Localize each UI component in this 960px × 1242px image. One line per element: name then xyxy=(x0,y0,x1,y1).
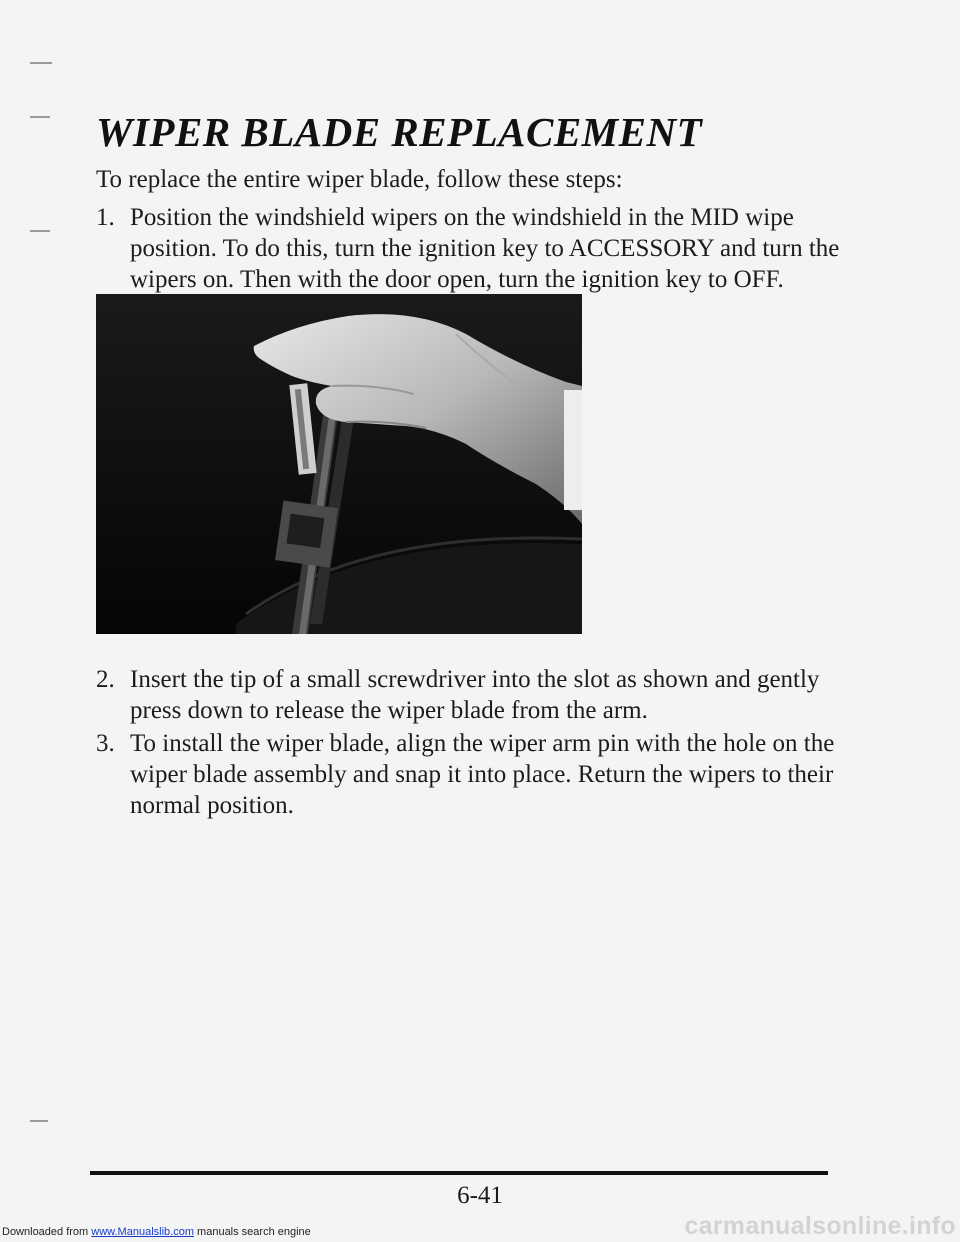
step-number: 1. xyxy=(96,204,115,231)
download-note-prefix: Downloaded from xyxy=(2,1226,89,1238)
intro-text: To replace the entire wiper blade, follow these steps: xyxy=(96,166,623,193)
manualslib-link[interactable]: www.Manualslib.com xyxy=(91,1226,194,1238)
watermark: carmanualsonline.info xyxy=(684,1212,956,1240)
download-note xyxy=(2,1226,311,1238)
margin-tick xyxy=(30,116,50,118)
step-text: Insert the tip of a small screwdriver into the slot as shown and gently press down to release the wiper blade from the arm. xyxy=(130,666,820,724)
section-heading: WIPER BLADE REPLACEMENT xyxy=(96,109,703,155)
page-number: 6-41 xyxy=(457,1182,503,1209)
step-item xyxy=(96,728,856,821)
step-text: To install the wiper blade, align the wiper arm pin with the hole on the wiper blade assembly and snap it into place. Return the wipers to their normal position. xyxy=(130,730,835,819)
step-number: 2. xyxy=(96,666,115,693)
footer-rule xyxy=(90,1171,828,1175)
download-note-suffix: manuals search engine xyxy=(197,1226,311,1238)
step-text: Position the windshield wipers on the windshield in the MID wipe position. To do this, turn the ignition key to ACCESSORY and turn the wipers on. Then with the door open, turn the ignition key to OFF. xyxy=(130,204,840,293)
wiper-blade-photo xyxy=(96,294,582,634)
margin-tick xyxy=(30,62,52,64)
step-item xyxy=(96,202,856,295)
margin-tick xyxy=(30,1120,48,1122)
margin-tick xyxy=(30,230,50,232)
step-item xyxy=(96,664,856,726)
step-number: 3. xyxy=(96,730,115,757)
